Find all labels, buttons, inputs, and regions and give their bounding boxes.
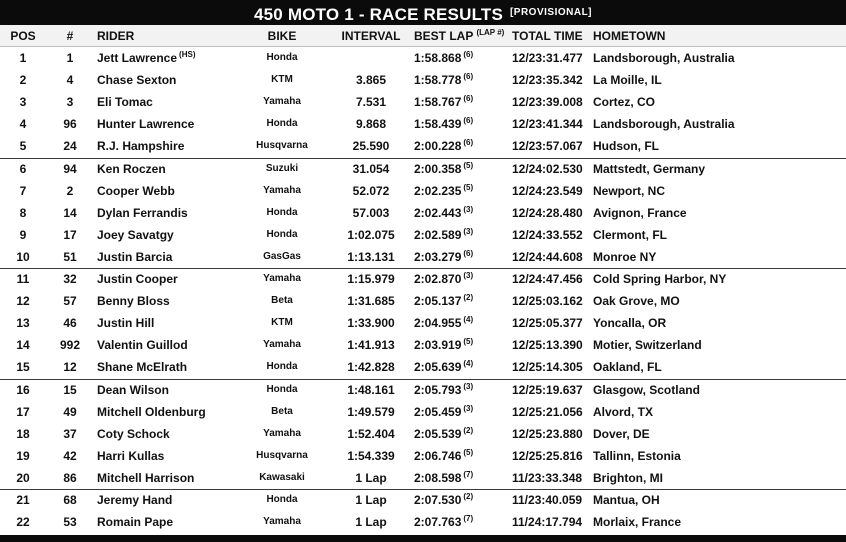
cell-number: 24: [63, 139, 77, 154]
cell-rider: [97, 180, 252, 202]
rider-name: Hunter Lawrence: [97, 117, 195, 132]
table-row: [0, 334, 846, 356]
header-best-lap-sup: (LAP #): [476, 28, 505, 37]
header-total-time: TOTAL TIME: [512, 29, 583, 43]
cell-bike: Honda: [266, 206, 298, 218]
table-row: [0, 312, 846, 334]
cell-best-lap: [414, 356, 510, 378]
table-row: [0, 445, 846, 467]
cell-bike: KTM: [271, 317, 293, 329]
cell-total-time: 12/23:57.067: [512, 139, 583, 154]
table-row: [0, 423, 846, 445]
cell-interval: 7.531: [355, 95, 387, 110]
cell-pos: 1: [19, 51, 27, 65]
best-lap-number: (5): [463, 160, 474, 170]
cell-interval: 1:54.339: [347, 448, 395, 463]
cell-interval: 1:31.685: [347, 294, 395, 309]
header-interval: INTERVAL: [341, 29, 401, 43]
rider-name: Harri Kullas: [97, 448, 165, 463]
best-lap-number: (6): [463, 94, 474, 104]
table-row: [0, 290, 846, 312]
cell-best-lap: [414, 467, 510, 489]
best-lap-time: 2:00.228: [414, 139, 462, 154]
cell-total-time: 12/25:23.880: [512, 426, 583, 441]
cell-number: 42: [63, 448, 77, 463]
table-row: [0, 246, 846, 268]
cell-hometown: Oakland, FL: [593, 360, 662, 375]
best-lap-time: 2:05.539: [414, 426, 462, 441]
best-lap-time: 2:06.746: [414, 448, 462, 463]
table-row: [0, 202, 846, 224]
best-lap-number: (4): [463, 359, 474, 369]
table-row: [0, 268, 846, 290]
header-bike: BIKE: [267, 29, 297, 43]
cell-bike: Kawasaki: [259, 471, 305, 483]
header-best-lap: [414, 25, 510, 46]
cell-total-time: 11/23:33.348: [512, 470, 583, 485]
cell-total-time: 12/25:14.305: [512, 360, 583, 375]
cell-interval: 1:33.900: [347, 316, 395, 331]
cell-rider: [97, 290, 252, 312]
bottom-bar: [0, 535, 846, 542]
cell-number: 49: [63, 404, 77, 419]
cell-pos: 2: [19, 73, 27, 88]
rider-name: Justin Barcia: [97, 249, 173, 264]
rider-name: Ken Roczen: [97, 161, 166, 176]
cell-number: 53: [63, 515, 77, 530]
best-lap-number: (6): [463, 50, 474, 59]
cell-number: 14: [63, 205, 77, 220]
table-row: [0, 224, 846, 246]
cell-best-lap: [414, 180, 510, 202]
cell-best-lap: [414, 69, 510, 91]
best-lap-number: (5): [463, 447, 474, 457]
cell-total-time: 11/24:17.794: [512, 515, 583, 530]
cell-best-lap: [414, 511, 510, 533]
best-lap-time: 2:08.598: [414, 470, 462, 485]
cell-bike: Yamaha: [263, 273, 301, 284]
best-lap-number: (5): [463, 337, 474, 347]
cell-rider: [97, 334, 252, 356]
rider-name: Dean Wilson: [97, 382, 169, 397]
best-lap-time: 2:02.589: [414, 227, 462, 242]
cell-bike: Honda: [266, 118, 298, 130]
cell-best-lap: [414, 202, 510, 224]
best-lap-time: 2:03.919: [414, 338, 462, 353]
cell-rider: [97, 158, 252, 180]
cell-bike: Yamaha: [263, 96, 301, 108]
cell-best-lap: [414, 489, 510, 511]
cell-number: 1: [66, 51, 74, 65]
cell-rider: [97, 423, 252, 445]
best-lap-time: 1:58.868: [414, 51, 462, 65]
cell-interval: 31.054: [352, 161, 390, 176]
table-row: [0, 113, 846, 135]
cell-best-lap: [414, 379, 510, 401]
cell-pos: 8: [19, 205, 27, 220]
best-lap-time: 2:02.870: [414, 272, 462, 286]
provisional-tag: [PROVISIONAL]: [509, 7, 593, 18]
best-lap-time: 2:05.639: [414, 360, 462, 375]
best-lap-time: 2:04.955: [414, 316, 462, 331]
header-number: #: [66, 29, 74, 43]
best-lap-number: (3): [463, 403, 474, 413]
rider-name: Justin Cooper: [97, 272, 178, 286]
best-lap-time: 2:05.459: [414, 404, 462, 419]
cell-total-time: 12/25:25.816: [512, 448, 583, 463]
table-row: [0, 379, 846, 401]
cell-number: 17: [63, 227, 77, 242]
cell-number: 992: [59, 338, 81, 353]
cell-number: 68: [63, 493, 77, 507]
rider-name: Shane McElrath: [97, 360, 188, 375]
cell-rider: [97, 246, 252, 268]
best-lap-number: (5): [463, 182, 474, 192]
best-lap-time: 2:03.279: [414, 249, 462, 264]
cell-hometown: Mantua, OH: [593, 493, 660, 507]
cell-rider: [97, 356, 252, 378]
cell-hometown: Avignon, France: [593, 205, 687, 220]
best-lap-number: (2): [463, 425, 474, 435]
rider-name: Chase Sexton: [97, 73, 177, 88]
cell-pos: 19: [16, 448, 30, 463]
table-row: [0, 91, 846, 113]
rider-name: R.J. Hampshire: [97, 139, 185, 154]
table-row: [0, 467, 846, 489]
cell-total-time: 12/25:21.056: [512, 404, 583, 419]
cell-interval: 1 Lap: [355, 470, 387, 485]
best-lap-time: 2:07.763: [414, 515, 462, 530]
cell-interval: 1:15.979: [347, 272, 395, 286]
cell-number: 32: [63, 272, 77, 286]
cell-total-time: 11/23:40.059: [512, 493, 583, 507]
table-row: [0, 158, 846, 180]
cell-hometown: Dover, DE: [593, 426, 650, 441]
cell-best-lap: [414, 224, 510, 246]
cell-total-time: 12/23:31.477: [512, 51, 583, 65]
cell-bike: Honda: [266, 52, 298, 63]
cell-best-lap: [414, 246, 510, 268]
cell-number: 15: [63, 382, 77, 397]
cell-rider: [97, 445, 252, 467]
best-lap-time: 2:07.530: [414, 493, 462, 507]
cell-interval: 1:52.404: [347, 426, 395, 441]
cell-interval: 3.865: [355, 73, 387, 88]
cell-bike: Yamaha: [263, 339, 301, 351]
cell-pos: 10: [16, 249, 30, 264]
cell-total-time: 12/23:39.008: [512, 95, 583, 110]
cell-total-time: 12/25:05.377: [512, 316, 583, 331]
cell-interval: 57.003: [352, 205, 390, 220]
cell-rider: [97, 91, 252, 113]
table-row: [0, 47, 846, 69]
cell-interval: 1:48.161: [347, 382, 395, 397]
cell-pos: 6: [19, 161, 27, 176]
cell-hometown: Cortez, CO: [593, 95, 656, 110]
cell-number: 46: [63, 316, 77, 331]
rider-name: Romain Pape: [97, 515, 174, 530]
best-lap-number: (6): [463, 138, 474, 148]
cell-total-time: 12/24:02.530: [512, 161, 583, 176]
rider-tag: (HS): [179, 50, 196, 59]
cell-best-lap: [414, 135, 510, 157]
cell-interval: 1:13.131: [347, 249, 395, 264]
header-best-lap-label: BEST LAP: [414, 29, 474, 43]
best-lap-number: (6): [463, 248, 474, 258]
cell-pos: 22: [16, 515, 30, 530]
cell-hometown: Alvord, TX: [593, 404, 654, 419]
cell-total-time: 12/23:41.344: [512, 117, 583, 132]
cell-total-time: 12/25:13.390: [512, 338, 583, 353]
header-hometown: HOMETOWN: [593, 29, 666, 43]
cell-rider: [97, 69, 252, 91]
rider-name: Jett Lawrence: [97, 51, 178, 65]
best-lap-time: 2:00.358: [414, 161, 462, 176]
cell-interval: 1:49.579: [347, 404, 395, 419]
cell-interval: 9.868: [355, 117, 387, 132]
cell-pos: 13: [16, 316, 30, 331]
best-lap-number: (2): [463, 492, 474, 501]
cell-number: 86: [63, 470, 77, 485]
header-pos: POS: [10, 29, 36, 43]
cell-hometown: Mattstedt, Germany: [593, 161, 706, 176]
cell-bike: Honda: [266, 494, 298, 505]
cell-best-lap: [414, 312, 510, 334]
best-lap-number: (3): [463, 226, 474, 236]
cell-pos: 4: [19, 117, 27, 132]
table-header-row: [0, 25, 846, 47]
rider-name: Dylan Ferrandis: [97, 205, 188, 220]
rider-name: Joey Savatgy: [97, 227, 174, 242]
cell-best-lap: [414, 91, 510, 113]
cell-interval: 52.072: [352, 183, 390, 198]
cell-hometown: Yoncalla, OR: [593, 316, 667, 331]
best-lap-time: 1:58.439: [414, 117, 462, 132]
cell-bike: Honda: [266, 361, 298, 373]
cell-hometown: La Moille, IL: [593, 73, 662, 88]
best-lap-time: 2:05.137: [414, 294, 462, 309]
best-lap-number: (6): [463, 72, 474, 82]
cell-bike: Husqvarna: [256, 449, 308, 461]
cell-bike: Honda: [266, 383, 298, 395]
cell-number: 2: [66, 183, 74, 198]
rider-name: Jeremy Hand: [97, 493, 173, 507]
table-row: [0, 511, 846, 533]
results-title-bar: [0, 0, 846, 25]
cell-best-lap: [414, 268, 510, 290]
cell-rider: [97, 467, 252, 489]
cell-bike: GasGas: [263, 250, 301, 262]
table-row: [0, 401, 846, 423]
cell-interval: [335, 47, 407, 69]
cell-rider: [97, 268, 252, 290]
cell-hometown: Landsborough, Australia: [593, 51, 735, 65]
table-row: [0, 69, 846, 91]
cell-total-time: 12/24:44.608: [512, 249, 583, 264]
best-lap-time: 2:02.235: [414, 183, 462, 198]
cell-rider: [97, 113, 252, 135]
header-rider: RIDER: [97, 29, 135, 43]
cell-best-lap: [414, 334, 510, 356]
best-lap-time: 2:02.443: [414, 205, 462, 220]
cell-best-lap: [414, 47, 510, 69]
table-row: [0, 356, 846, 378]
cell-hometown: Tallinn, Estonia: [593, 448, 681, 463]
cell-best-lap: [414, 445, 510, 467]
best-lap-time: 1:58.767: [414, 95, 462, 110]
cell-interval: 1:02.075: [347, 227, 395, 242]
cell-rider: [97, 202, 252, 224]
cell-interval: 25.590: [352, 139, 390, 154]
cell-number: 57: [63, 294, 77, 309]
cell-bike: Yamaha: [263, 184, 301, 196]
best-lap-time: 2:05.793: [414, 382, 462, 397]
cell-interval: 1 Lap: [355, 515, 387, 530]
cell-pos: 3: [19, 95, 27, 110]
cell-pos: 17: [16, 404, 30, 419]
cell-bike: Beta: [271, 295, 293, 307]
cell-hometown: Brighton, MI: [593, 470, 663, 485]
cell-rider: [97, 224, 252, 246]
cell-total-time: 12/24:33.552: [512, 227, 583, 242]
rider-name: Valentin Guillod: [97, 338, 188, 353]
cell-best-lap: [414, 401, 510, 423]
cell-interval: 1 Lap: [355, 493, 387, 507]
cell-number: 94: [63, 161, 77, 176]
cell-rider: [97, 379, 252, 401]
cell-hometown: Motier, Switzerland: [593, 338, 702, 353]
cell-bike: Husqvarna: [256, 140, 308, 152]
cell-best-lap: [414, 423, 510, 445]
results-title: 450 MOTO 1 - RACE RESULTS: [253, 5, 504, 24]
rider-name: Cooper Webb: [97, 183, 175, 198]
cell-best-lap: [414, 158, 510, 180]
cell-number: 12: [63, 360, 77, 375]
cell-hometown: Landsborough, Australia: [593, 117, 735, 132]
cell-pos: 18: [16, 426, 30, 441]
cell-rider: [97, 401, 252, 423]
best-lap-number: (3): [463, 381, 474, 391]
best-lap-number: (3): [463, 271, 474, 280]
best-lap-time: 1:58.778: [414, 73, 462, 88]
table-row: [0, 489, 846, 511]
cell-rider: [97, 511, 252, 533]
rider-name: Coty Schock: [97, 426, 170, 441]
cell-number: 4: [66, 73, 74, 88]
cell-hometown: Morlaix, France: [593, 515, 682, 530]
cell-bike: Suzuki: [265, 162, 299, 174]
cell-interval: 1:42.828: [347, 360, 395, 375]
cell-interval: 1:41.913: [347, 338, 395, 353]
cell-hometown: Hudson, FL: [593, 139, 659, 154]
cell-best-lap: [414, 290, 510, 312]
cell-hometown: Glasgow, Scotland: [593, 382, 700, 397]
cell-rider: [97, 489, 252, 511]
cell-pos: 9: [19, 227, 27, 242]
cell-pos: 12: [16, 294, 30, 309]
rider-name: Mitchell Harrison: [97, 470, 195, 485]
cell-pos: 16: [16, 382, 30, 397]
cell-pos: 7: [19, 183, 27, 198]
rider-name: Justin Hill: [97, 316, 155, 331]
cell-pos: 21: [16, 493, 30, 507]
cell-number: 51: [63, 249, 77, 264]
cell-bike: Beta: [271, 405, 293, 417]
cell-number: 96: [63, 117, 77, 132]
rider-name: Mitchell Oldenburg: [97, 404, 206, 419]
table-row: [0, 180, 846, 202]
best-lap-number: (6): [463, 116, 474, 126]
cell-best-lap: [414, 113, 510, 135]
cell-hometown: Cold Spring Harbor, NY: [593, 272, 727, 286]
cell-bike: Yamaha: [263, 516, 301, 528]
cell-rider: [97, 312, 252, 334]
cell-hometown: Newport, NC: [593, 183, 665, 198]
cell-pos: 5: [19, 139, 27, 154]
cell-total-time: 12/24:23.549: [512, 183, 583, 198]
rider-name: Eli Tomac: [97, 95, 153, 110]
best-lap-number: (7): [463, 469, 474, 479]
cell-hometown: Monroe NY: [593, 249, 657, 264]
cell-total-time: 12/24:28.480: [512, 205, 583, 220]
cell-pos: 11: [16, 272, 30, 286]
cell-hometown: Oak Grove, MO: [593, 294, 680, 309]
cell-bike: Yamaha: [263, 427, 301, 439]
cell-bike: KTM: [271, 74, 293, 86]
cell-number: 37: [63, 426, 77, 441]
rider-name: Benny Bloss: [97, 294, 170, 309]
cell-total-time: 12/24:47.456: [512, 272, 583, 286]
cell-total-time: 12/25:19.637: [512, 382, 583, 397]
cell-total-time: 12/25:03.162: [512, 294, 583, 309]
cell-pos: 14: [16, 338, 30, 353]
table-row: [0, 135, 846, 157]
best-lap-number: (4): [463, 315, 474, 325]
best-lap-number: (3): [463, 204, 474, 214]
cell-pos: 15: [16, 360, 30, 375]
cell-hometown: Clermont, FL: [593, 227, 667, 242]
best-lap-number: (2): [463, 293, 474, 303]
cell-number: 3: [66, 95, 74, 110]
cell-bike: Honda: [266, 228, 298, 240]
best-lap-number: (7): [463, 514, 474, 524]
cell-total-time: 12/23:35.342: [512, 73, 583, 88]
cell-pos: 20: [16, 470, 30, 485]
cell-rider: [97, 47, 252, 69]
cell-rider: [97, 135, 252, 157]
